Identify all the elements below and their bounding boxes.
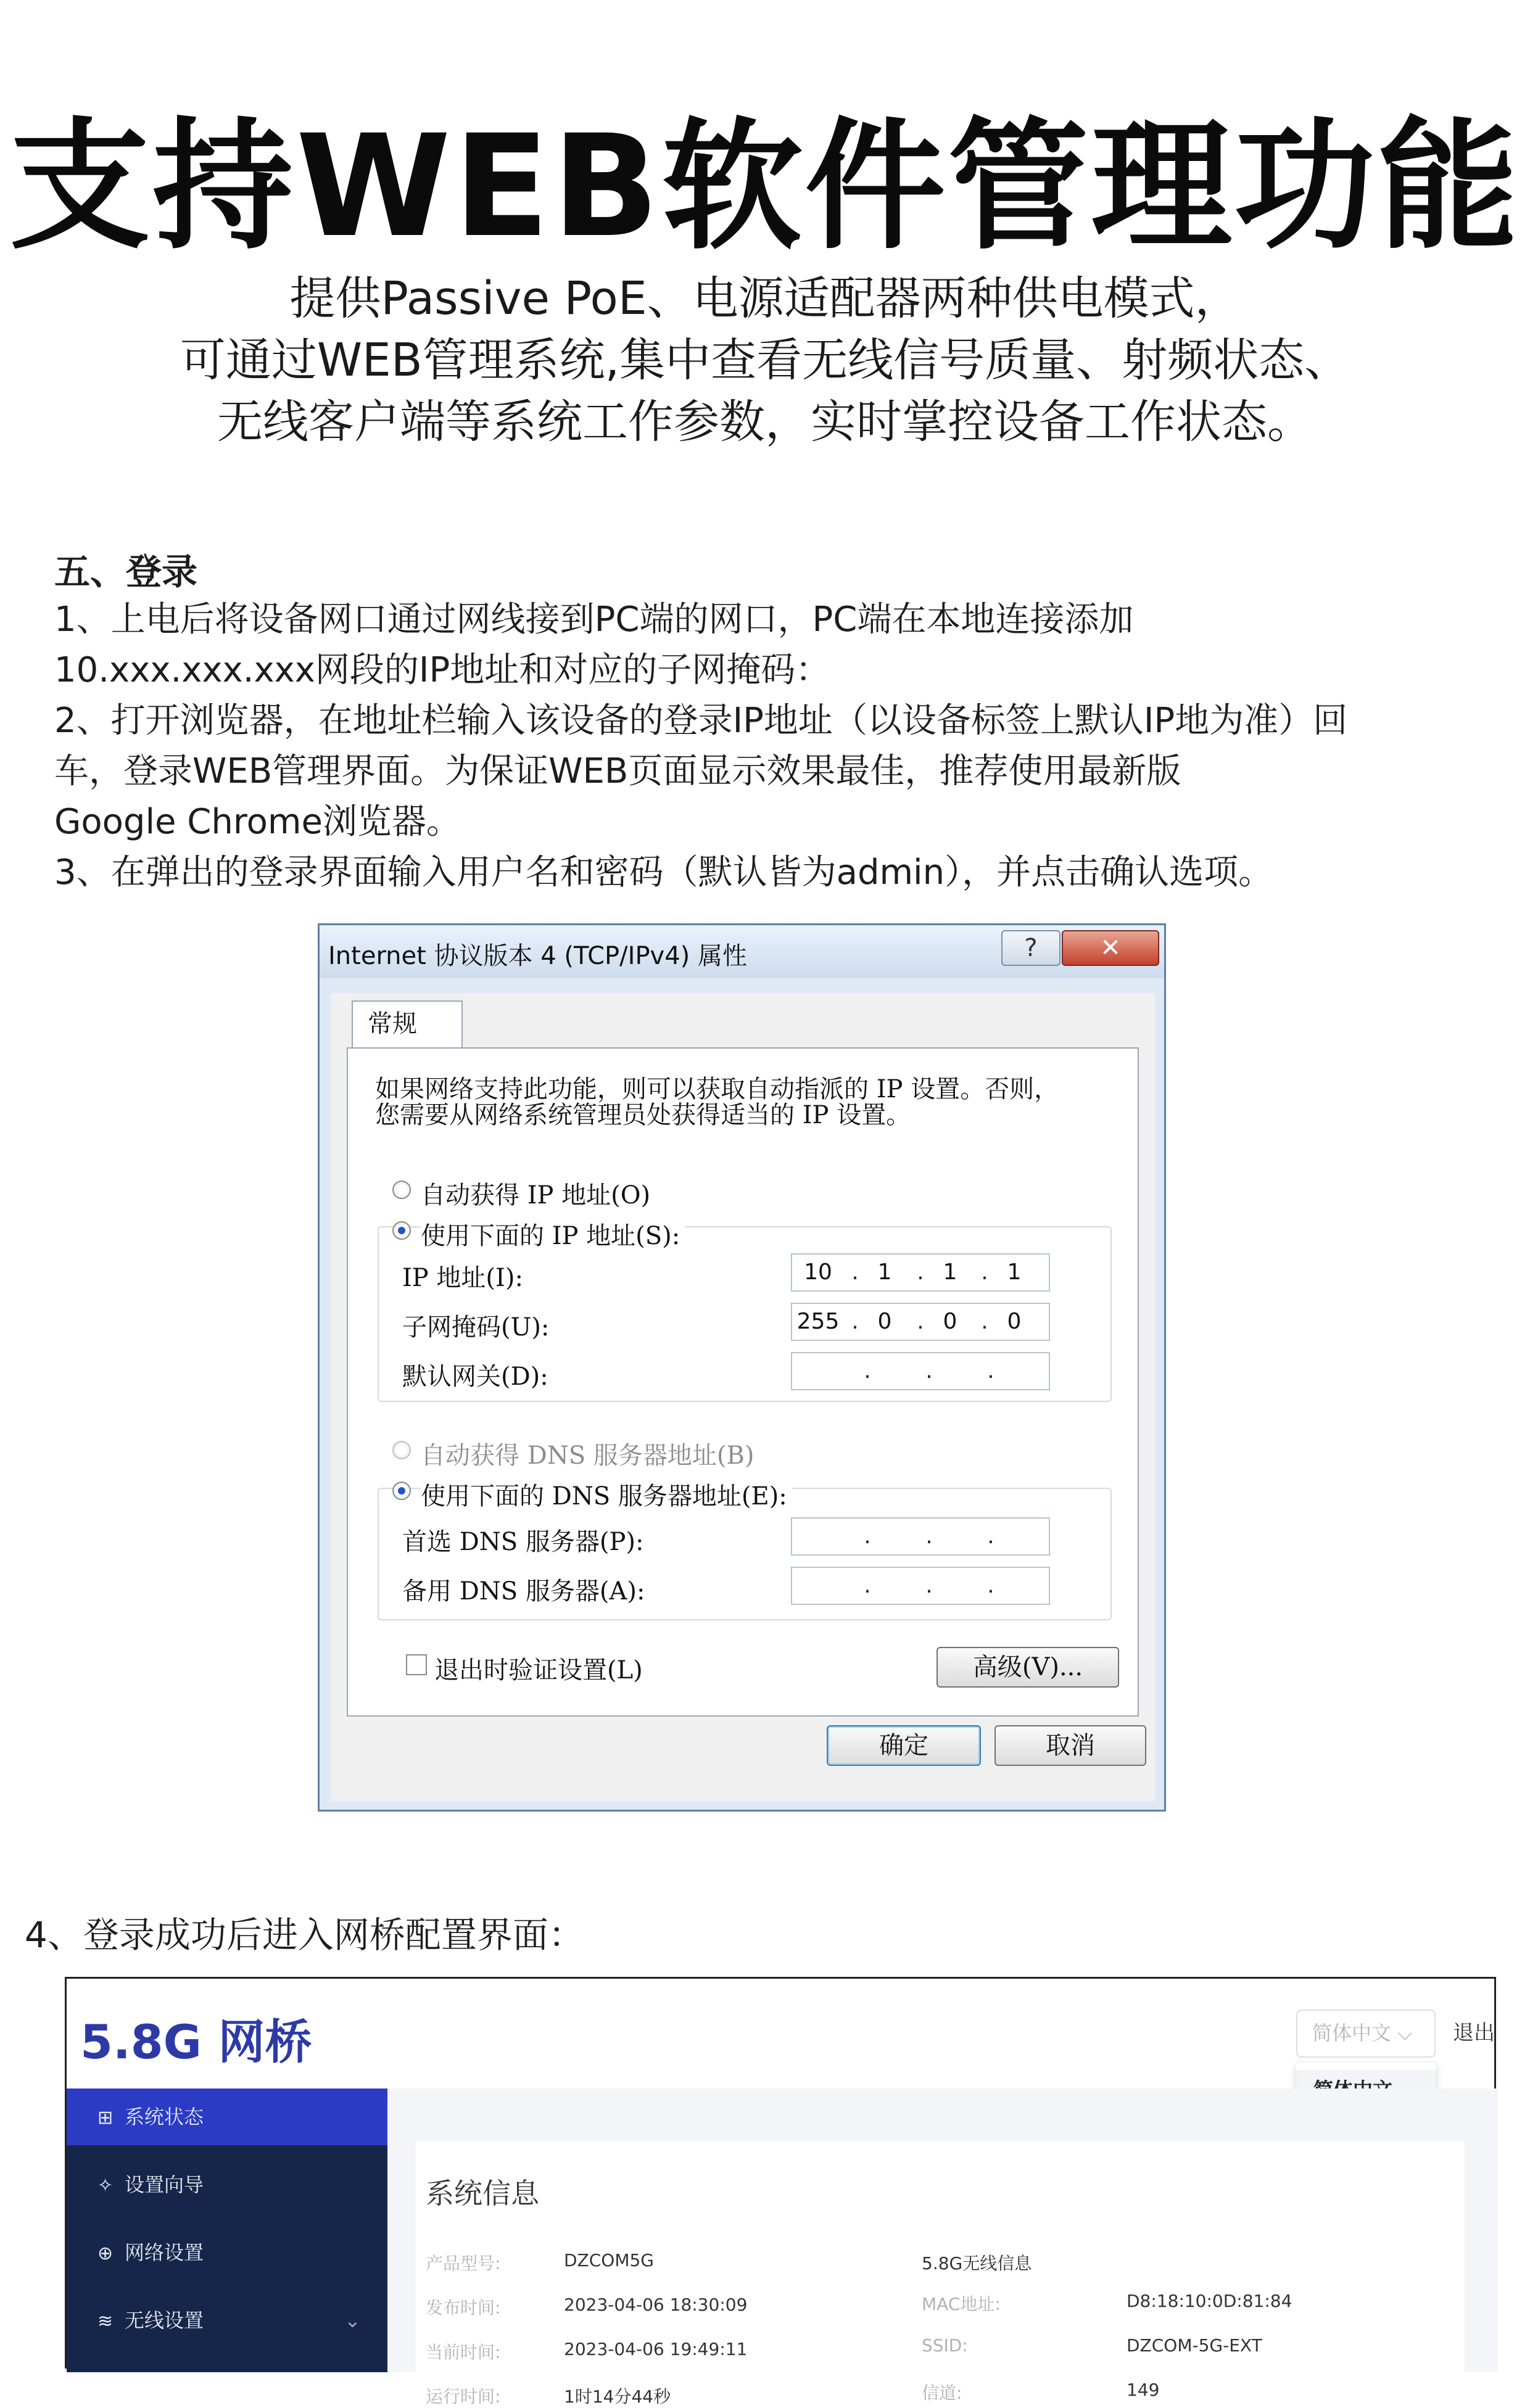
general-tab-panel [347,1047,1139,1717]
default-gateway-input[interactable]: . . . [791,1352,1050,1390]
tab-general[interactable]: 常规 [352,1000,463,1049]
instruction-line: 10.xxx.xxx.xxx网段的IP地址和对应的子网掩码： [54,650,830,690]
ip-address-input[interactable]: 10 . 1 . 1 . 1 [791,1253,1050,1292]
instruction-line: 车，登录WEB管理界面。为保证WEB页面显示效果最佳，推荐使用最新版 [54,751,1181,791]
info-key: 发布时间: [426,2298,501,2318]
instruction-line: Google Chrome浏览器。 [54,802,461,842]
dialog-title: Internet 协议版本 4 (TCP/IPv4) 属性 [328,942,748,970]
manual-ip-label[interactable]: 使用下面的 IP 地址(S): [421,1216,685,1251]
subnet-mask-label: 子网掩码(U): [402,1313,550,1342]
instruction-line: 3、在弹出的登录界面输入用户名和密码（默认皆为admin），并点击确认选项。 [54,852,1273,893]
default-gateway-label: 默认网关(D): [402,1363,548,1391]
dialog-titlebar[interactable] [320,925,1164,978]
logout-link[interactable]: 退出 [1453,2021,1495,2045]
section-title: 系统信息 [426,2177,539,2210]
auto-ip-label[interactable]: 自动获得 IP 地址(O) [421,1181,651,1210]
validate-settings-label[interactable]: 退出时验证设置(L) [434,1656,643,1684]
info-value: 2023-04-06 19:49:11 [564,2339,748,2359]
bridge-web-ui [65,1977,1496,2407]
info-key: 当前时间: [426,2342,501,2362]
cancel-button[interactable]: 取消 [994,1725,1146,1766]
close-button[interactable]: ✕ [1062,930,1159,966]
alternate-dns-label: 备用 DNS 服务器(A): [402,1577,645,1606]
wireless-info-title: 5.8G无线信息 [922,2253,1032,2274]
alternate-dns-input[interactable]: . . . [791,1567,1050,1605]
chevron-down-icon: ⌄ [344,2309,361,2332]
preferred-dns-input[interactable]: . . . [791,1517,1050,1556]
info-value: DZCOM-5G-EXT [1127,2335,1262,2356]
ip-address-label: IP 地址(I): [402,1264,523,1292]
subnet-mask-input[interactable]: 255 . 0 . 0 . 0 [791,1303,1050,1341]
info-value: 149 [1127,2380,1160,2400]
info-value: DZCOM5G [564,2250,655,2270]
advanced-button[interactable]: 高级(V)... [937,1647,1119,1688]
info-key: 产品型号: [426,2253,501,2274]
description-line-1: 如果网络支持此功能，则可以获取自动指派的 IP 设置。否则， [375,1075,1059,1103]
hero-subtitle-line-1: 提供Passive PoE、电源适配器两种供电模式， [289,272,1241,325]
validate-settings-checkbox[interactable] [406,1654,427,1675]
step-4-text: 4、登录成功后进入网桥配置界面： [25,1914,584,1956]
instruction-line: 2、打开浏览器，在地址栏输入该设备的登录IP地址（以设备标签上默认IP地为准）回 [54,701,1348,741]
hero-subtitle-line-2: 可通过WEB管理系统,集中查看无线信号质量、射频状态、 [180,334,1350,387]
monitor-icon: ⊞ [97,2107,114,2129]
manual-dns-label[interactable]: 使用下面的 DNS 服务器地址(E): [421,1477,792,1512]
instruction-line: 1、上电后将设备网口通过网线接到PC端的网口，PC端在本地连接添加 [54,600,1134,640]
info-key: SSID: [922,2335,968,2356]
auto-dns-radio[interactable] [392,1441,411,1459]
auto-ip-radio[interactable] [392,1181,411,1199]
wizard-icon: ✧ [97,2175,114,2196]
auto-dns-label[interactable]: 自动获得 DNS 服务器地址(B) [421,1441,755,1470]
sidebar-item-system-status[interactable]: ⊞ 系统状态 [67,2088,387,2145]
brand-logo: 5.8G 网桥 [80,2014,312,2069]
info-value: 2023-04-06 18:30:09 [564,2295,748,2315]
hero-title: 支持WEB软件管理功能 [9,104,1521,268]
info-value: D8:18:10:0D:81:84 [1127,2291,1292,2311]
instructions-heading: 五、登录 [54,551,198,593]
dialog-body [331,993,1156,1801]
info-key: 运行时间: [426,2386,501,2407]
hero-subtitle-line-3: 无线客户端等系统工作参数，实时掌控设备工作状态。 [217,395,1313,448]
wifi-icon: ≋ [97,2311,114,2332]
system-info-card [416,2142,1465,2407]
sidebar-item-setup-wizard[interactable]: ✧ 设置向导 [67,2156,387,2213]
info-key: MAC地址: [922,2294,1001,2314]
sidebar-item-network-settings[interactable]: ⊕ 网络设置 [67,2224,387,2281]
ok-button[interactable]: 确定 [827,1725,981,1766]
info-value: 1时14分44秒 [564,2386,671,2407]
info-key: 信道: [922,2383,962,2403]
manual-dns-radio[interactable] [392,1482,411,1500]
description-line-2: 您需要从网络系统管理员处获得适当的 IP 设置。 [375,1101,911,1129]
sidebar-item-wireless-settings[interactable]: ≋ 无线设置 ⌄ [67,2292,387,2349]
globe-icon: ⊕ [97,2243,114,2264]
help-button[interactable]: ? [1001,930,1061,966]
sidebar [67,2088,387,2372]
tcpip-properties-dialog [318,923,1166,1812]
main-content [387,2088,1498,2407]
preferred-dns-label: 首选 DNS 服务器(P): [402,1528,644,1556]
manual-ip-radio[interactable] [392,1221,411,1240]
language-select[interactable]: 简体中文 ⌵ [1296,2010,1436,2058]
